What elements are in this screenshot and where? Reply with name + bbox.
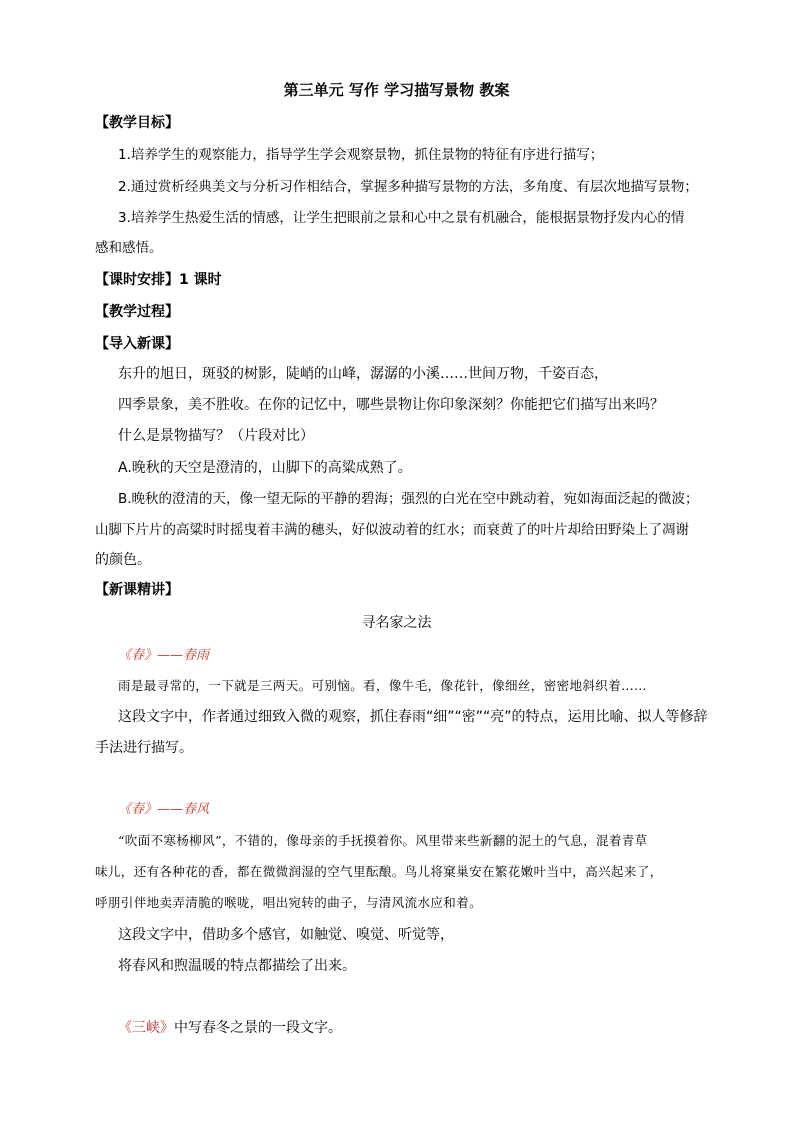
example2-quote-3: 呼朋引伴地卖弄清脆的喉咙，唱出宛转的曲子，与清风流水应和着。 [95,895,483,910]
intro-line-6: 山脚下片片的高粱时时摇曳着丰满的穗头，好似波动着的红水；而衰黄了的叶片却给田野染上了凋谢 [95,522,689,538]
example2-analysis-1: 这段文字中，借助多个感官，如触觉、嗅觉、听觉等， [118,927,454,943]
schedule-line [95,270,222,290]
intro-line-2: 四季景象，美不胜收。在你的记忆中，哪些景物让你印象深刻？你能把它们描写出来吗？ [118,397,664,413]
process-heading: 【教学过程】 [95,304,179,320]
intro-line-5: B.晚秋的澄清的天，像一望无际的平静的碧海；强烈的白光在空中跳动着，宛如海面泛起的微波； [118,491,699,507]
goals-heading: 【教学目标】 [95,115,179,131]
intro-line-4: A.晚秋的天空是澄清的，山脚下的高粱成熟了。 [118,460,412,476]
example2-source: 《春》——春风 [118,802,210,817]
schedule-heading: 【课时安排】 [95,272,179,288]
example3-line [118,1018,342,1038]
example1-analysis-2: 手法进行描写。 [95,740,193,756]
example2-quote-2: 味儿，还有各种花的香，都在微微润湿的空气里酝酿。鸟儿将窠巢安在繁花嫩叶当中，高兴起来了， [95,864,663,879]
new-lesson-heading: 【新课精讲】 [95,582,179,598]
goal-item-2: 2.通过赏析经典美文与分析习作相结合，掌握多种描写景物的方法，多角度、有层次地描写景物； [118,179,698,195]
page-title: 第三单元 写作 学习描写景物 教案 [283,81,510,99]
example2-analysis-2: 将春风和煦温暖的特点都描绘了出来。 [118,958,356,974]
example1-quote: 雨是最寻常的，一下就是三两天。可别恼。看，像牛毛，像花针，像细丝，密密地斜织着…… [118,678,647,693]
intro-line-1: 东升的旭日，斑驳的树影，陡峭的山峰，潺潺的小溪……世间万物，千姿百态， [118,366,608,382]
example3-text: 中写春冬之景的一段文字。 [174,1020,342,1036]
example1-analysis-1: 这段文字中，作者通过细致入微的观察，抓住春雨“细”“密”“亮”的特点，运用比喻、拟人等修辞 [118,709,708,725]
intro-heading: 【导入新课】 [95,336,179,352]
goal-item-1: 1.培养学生的观察能力，指导学生学会观察景物，抓住景物的特征有序进行描写； [118,147,604,163]
schedule-value: 1 课时 [179,272,222,288]
goal-item-3: 3.培养学生热爱生活的情感，让学生把眼前之景和心中之景有机融合，能根据景物抒发内心的情 [118,210,685,226]
intro-line-3: 什么是景物描写？（片段对比） [118,428,314,444]
example3-source: 《三峡》 [118,1020,174,1036]
goal-item-3-cont: 感和感悟。 [95,240,163,256]
intro-line-7: 的颜色。 [95,552,151,568]
example2-quote-1: “吹面不寒杨柳风”，不错的，像母亲的手抚摸着你。风里带来些新翻的泥土的气息，混着青草 [118,833,648,848]
example1-source: 《春》——春雨 [118,648,210,663]
section-subtitle: 寻名家之法 [361,615,432,631]
